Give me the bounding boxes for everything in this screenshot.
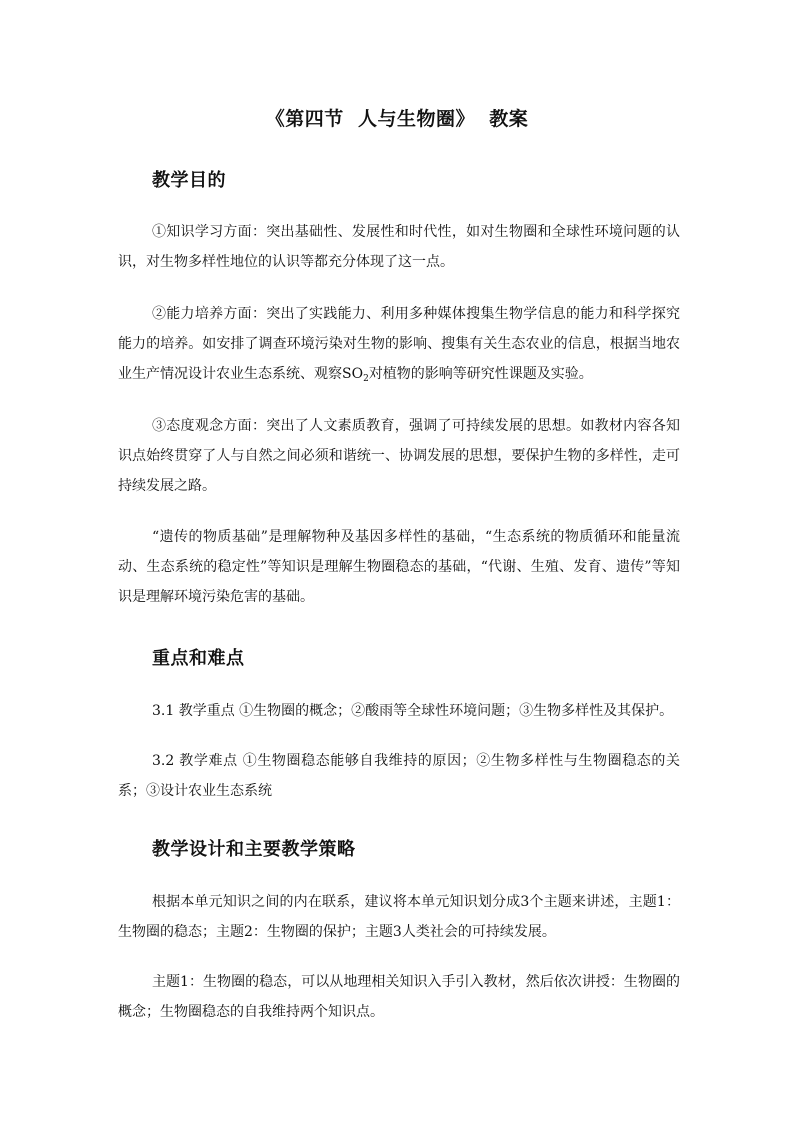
paragraph-theme-1: 主题1：生物圈的稳态，可以从地理相关知识入手引入教材，然后依次讲授：生物圈的概念；生物圈稳态的自我维持两个知识点。 xyxy=(118,974,680,1020)
section-heading-key-points: 重点和难点 xyxy=(152,648,245,669)
so2-formula: $SO_2$ xyxy=(342,366,369,384)
paragraph-foundation: “遗传的物质基础”是理解物种及基因多样性的基础，“生态系统的物质循环和能量流动、生态系统的稳定性”等知识是理解生物圈稳态的基础，“代谢、生殖、发育、遗传”等知识是理解环境污染危害的基础。 xyxy=(118,529,680,605)
section-heading-teaching-goals: 教学目的 xyxy=(152,170,226,191)
paragraph-knowledge: ①知识学习方面：突出基础性、发展性和时代性，如对生物圈和全球性环境问题的认识，对生物多样性地位的认识等都充分体现了这一点。 xyxy=(118,224,680,270)
paragraph-attitude: ③态度观念方面：突出了人文素质教育，强调了可持续发展的思想。如教材内容各知识点始终贯穿了人与自然之间必须和谐统一、协调发展的思想，要保护生物的多样性，走可持续发展之路。 xyxy=(118,418,680,494)
document-title: 《第四节 人与生物圈》 教案 xyxy=(265,108,529,130)
paragraph-ability xyxy=(118,299,680,394)
paragraph-design-themes: 根据本单元知识之间的内在联系，建议将本单元知识划分成3个主题来讲述，主题1：生物圈的稳态；主题2：生物圈的保护；主题3人类社会的可持续发展。 xyxy=(118,894,680,940)
paragraph-key-point: 3.1 教学重点 ①生物圈的概念；②酸雨等全球性环境问题；③生物多样性及其保护。 xyxy=(152,703,674,719)
paragraph-ability-tail: 对植物的影响等研究性课题及实验。 xyxy=(368,366,593,382)
section-heading-design: 教学设计和主要教学策略 xyxy=(152,839,356,860)
paragraph-ability-text: ②能力培养方面：突出了实践能力、利用多种媒体搜集生物学信息的能力和科学探究能力的培养。如安排了调查环境污染对生物的影响、搜集有关生态农业的信息，根据当地农业生产情况设计农业生态系统、观察 xyxy=(118,306,680,382)
paragraph-difficult-point: 3.2 教学难点 ①生物圈稳态能够自我维持的原因；②生物多样性与生物圈稳态的关系；③设计农业生态系统 xyxy=(118,753,680,799)
